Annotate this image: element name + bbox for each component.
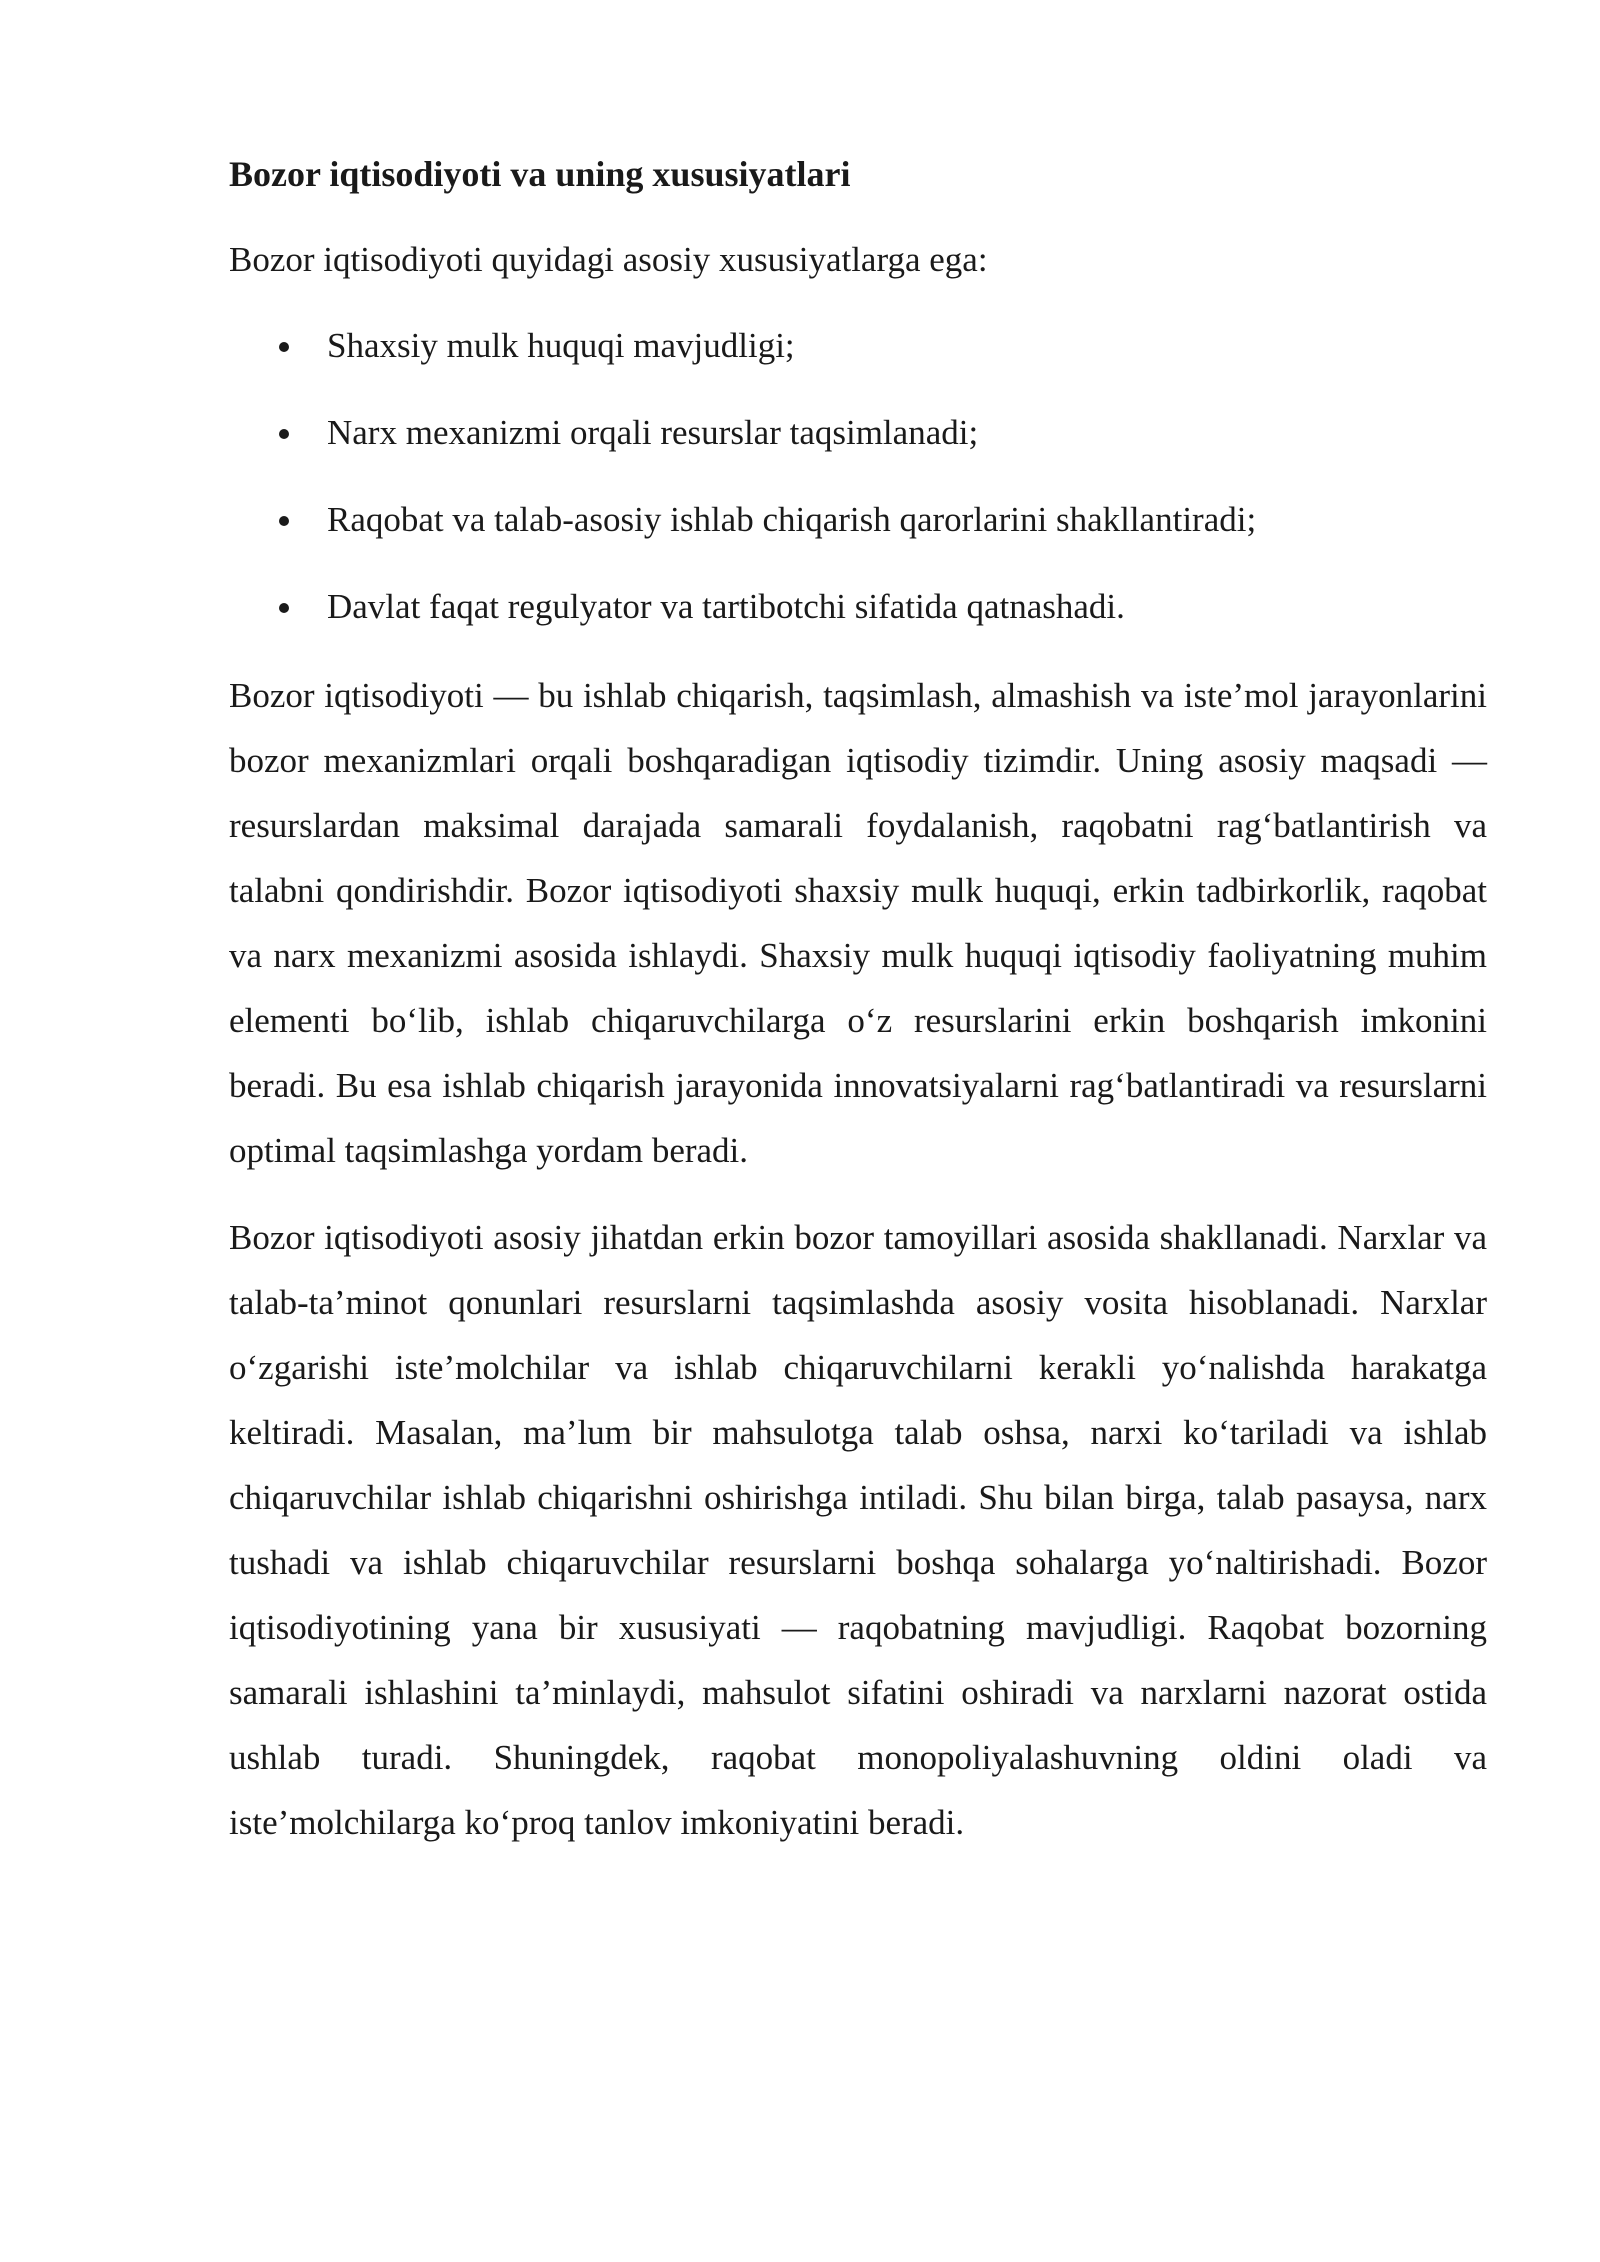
list-item [229, 494, 1487, 546]
bullet-icon [279, 516, 289, 526]
list-item-text: Raqobat va talab-asosiy ishlab chiqarish qarorlarini shakllantiradi; [327, 500, 1257, 539]
intro-paragraph: Bozor iqtisodiyoti quyidagi asosiy xususiyatlarga ega: [229, 240, 988, 279]
bullet-icon [279, 603, 289, 613]
bullet-icon [279, 429, 289, 439]
list-item [229, 407, 1487, 459]
document-title: Bozor iqtisodiyoti va uning xususiyatlari [229, 154, 851, 194]
list-item-text: Davlat faqat regulyator va tartibotchi sifatida qatnashadi. [327, 587, 1125, 626]
document-body [229, 148, 1487, 1877]
body-paragraph-1: Bozor iqtisodiyoti — bu ishlab chiqarish, taqsimlash, almashish va iste’mol jarayonlarini bozor mexanizmlari orqali boshqaradigan iqtisodiy tizimdir. Uning asosiy maqsadi — resurslardan maksimal darajada samarali foydalanish, raqobatni rag‘batlantirish va talabni qondirishdir. Bozor iqtisodiyoti shaxsiy mulk huquqi, erkin tadbirkorlik, raqobat va narx mexanizmi asosida ishlaydi. Shaxsiy mulk huquqi iqtisodiy faoliyatning muhim elementi bo‘lib, ishlab chiqaruvchilarga o‘z resurslarini erkin boshqarish imkonini beradi. Bu esa ishlab chiqarish jarayonida innovatsiyalarni rag‘batlantiradi va resurslarni optimal taqsimlashga yordam beradi. [229, 676, 1487, 1170]
list-item-text: Shaxsiy mulk huquqi mavjudligi; [327, 326, 795, 365]
features-list [229, 320, 1487, 633]
list-item-text: Narx mexanizmi orqali resurslar taqsimlanadi; [327, 413, 979, 452]
bullet-icon [279, 342, 289, 352]
body-paragraph-2: Bozor iqtisodiyoti asosiy jihatdan erkin bozor tamoyillari asosida shakllanadi. Narxlar va talab-ta’minot qonunlari resurslarni taqsimlashda asosiy vosita hisoblanadi. Narxlar o‘zgarishi iste’molchilar va ishlab chiqaruvchilarni kerakli yo‘nalishda harakatga keltiradi. Masalan, ma’lum bir mahsulotga talab oshsa, narxi ko‘tariladi va ishlab chiqaruvchilar ishlab chiqarishni oshirishga intiladi. Shu bilan birga, talab pasaysa, narx tushadi va ishlab chiqaruvchilar resurslarni boshqa sohalarga yo‘naltirishadi. Bozor iqtisodiyotining yana bir xususiyati — raqobatning mavjudligi. Raqobat bozorning samarali ishlashini ta’minlaydi, mahsulot sifatini oshiradi va narxlarni nazorat ostida ushlab turadi. Shuningdek, raqobat monopoliyalashuvning oldini oladi va iste’molchilarga ko‘proq tanlov imkoniyatini beradi. [229, 1218, 1487, 1842]
list-item [229, 320, 1487, 372]
list-item [229, 581, 1487, 633]
